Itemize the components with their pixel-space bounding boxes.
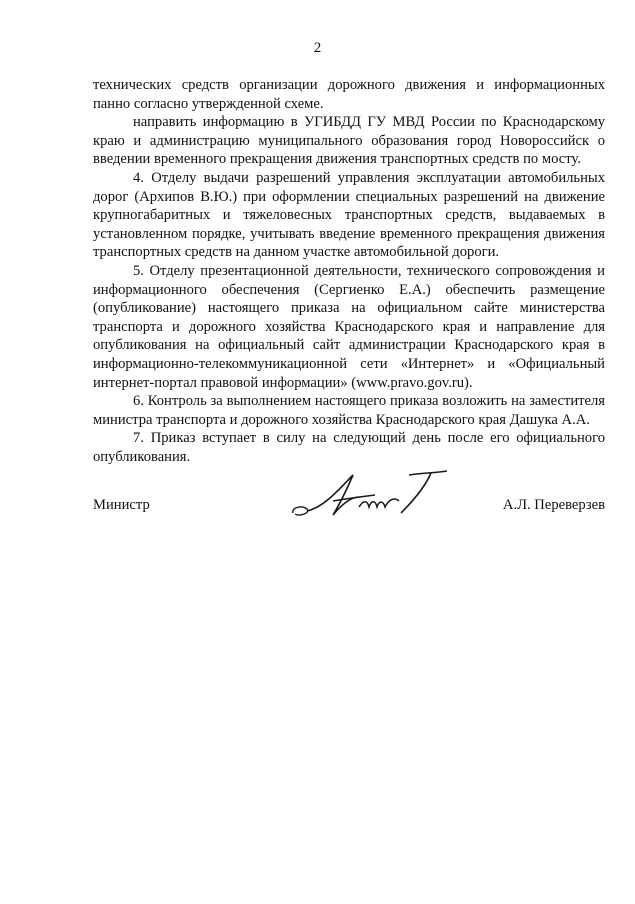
signature-block	[93, 491, 605, 531]
signatory-title: Министр	[93, 497, 150, 513]
paragraph-item-5: 5. Отделу презентационной деятельности, технического сопровождения и информационного обеспечения (Сергиенко Е.А.) обеспечить размещение (опубликование) настоящего приказа на официальном сайте министерства транспорта и дорожного хозяйства Краснодарского края и направление для опубликования на официальный сайт администрации Краснодарского края в информационно-телекоммуникационной сети «Интернет» и «Официальный интернет-портал правовой информации» (www.pravo.gov.ru).	[93, 262, 605, 391]
paragraph-item-7: 7. Приказ вступает в силу на следующий день после его официального опубликования.	[93, 430, 605, 465]
paragraph-item-4: 4. Отделу выдачи разрешений управления эксплуатации автомобильных дорог (Архипов В.Ю.) при оформлении специальных разрешений на движение крупногабаритных и тяжеловесных транспортных средств, выдаваемых в установленном порядке, учитывать введение временного прекращения движения транспортных средств на данном участке автомобильной дороги.	[93, 169, 605, 261]
signatory-name: А.Л. Переверзев	[502, 497, 605, 513]
page-number: 2	[313, 40, 322, 56]
paragraph-item-6: 6. Контроль за выполнением настоящего приказа возложить на заместителя министра транспорта и дорожного хозяйства Краснодарского края Дашука А.А.	[93, 393, 605, 428]
paragraph-notify-traffic-police: направить информацию в УГИБДД ГУ МВД России по Краснодарскому краю и администрацию муниципального образования город Новороссийск о введении временного прекращения движения транспортных средств по мосту.	[93, 114, 605, 168]
handwritten-signature	[289, 467, 449, 527]
paragraph-schema-continuation: технических средств организации дорожного движения и информационных панно согласно утвержденной схеме.	[93, 77, 605, 112]
document-body	[93, 76, 605, 466]
